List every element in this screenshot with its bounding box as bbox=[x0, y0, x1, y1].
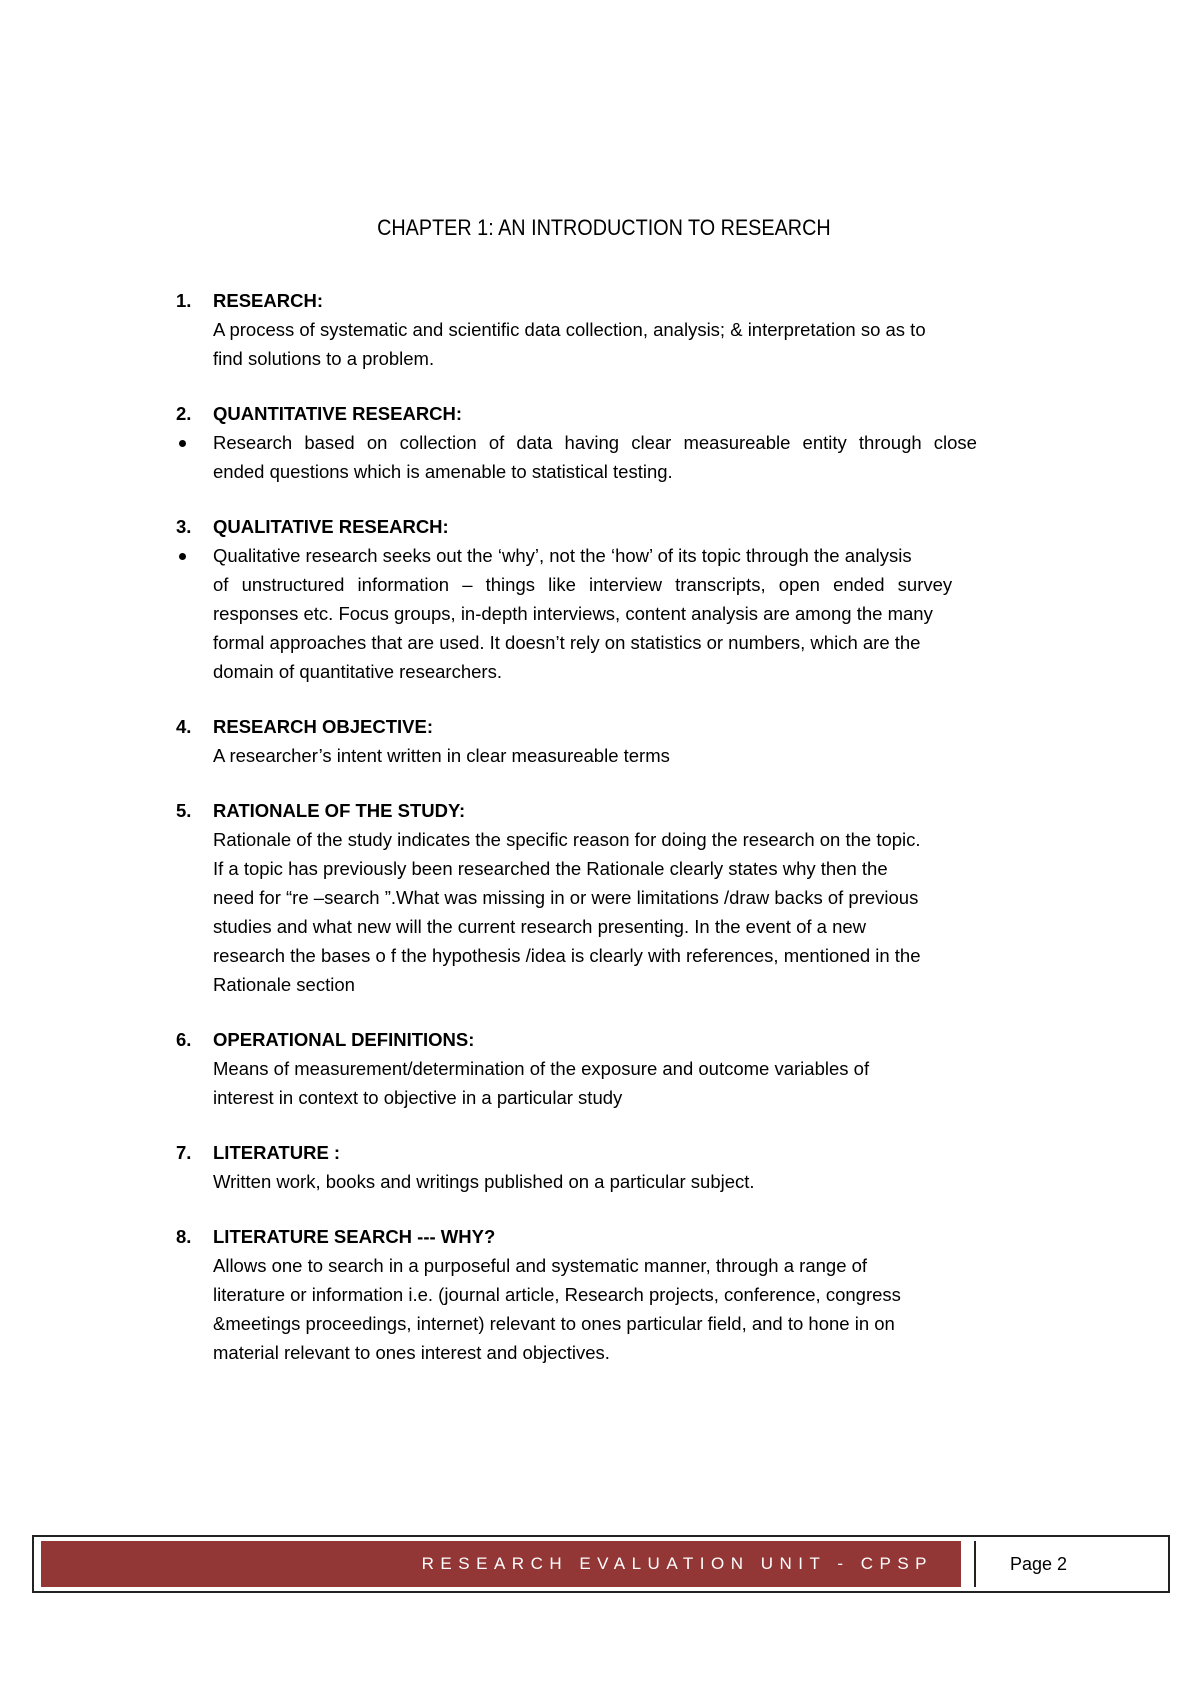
document-body bbox=[176, 286, 1066, 1393]
section-heading: RESEARCH: bbox=[213, 290, 323, 311]
section-heading: OPERATIONAL DEFINITIONS: bbox=[213, 1029, 475, 1050]
section-qualitative-research bbox=[176, 512, 1066, 686]
section-research bbox=[176, 286, 1066, 373]
bullet-icon bbox=[179, 440, 186, 447]
section-heading: LITERATURE SEARCH --- WHY? bbox=[213, 1226, 496, 1247]
footer-bar bbox=[41, 1541, 961, 1587]
section-heading: QUALITATIVE RESEARCH: bbox=[213, 516, 449, 537]
section-literature bbox=[176, 1138, 1066, 1196]
body-line: of unstructured information – things like interview transcripts, open ended survey bbox=[213, 574, 953, 595]
bullet-item bbox=[176, 541, 1066, 686]
section-number: 4. bbox=[176, 716, 192, 737]
page-number: Page 2 bbox=[1010, 1554, 1068, 1574]
bullet-item bbox=[176, 428, 1066, 486]
section-research-objective bbox=[176, 712, 1066, 770]
section-body bbox=[213, 541, 1066, 686]
body-line: find solutions to a problem. bbox=[213, 348, 435, 369]
body-line: If a topic has previously been researched the Rationale clearly states why then the bbox=[213, 858, 888, 879]
body-line: Research based on collection of data having clear measureable entity through close bbox=[213, 432, 977, 453]
page-footer bbox=[32, 1535, 1170, 1593]
body-line: formal approaches that are used. It doesn’t rely on statistics or numbers, which are the bbox=[213, 632, 921, 653]
body-line: literature or information i.e. (journal article, Research projects, conference, congress bbox=[213, 1284, 901, 1305]
section-body bbox=[213, 428, 1066, 486]
body-line: Rationale section bbox=[213, 974, 355, 995]
body-line: interest in context to objective in a particular study bbox=[213, 1087, 623, 1108]
footer-divider bbox=[974, 1541, 976, 1587]
body-line: Written work, books and writings published on a particular subject. bbox=[213, 1171, 755, 1192]
body-line: research the bases o f the hypothesis /idea is clearly with references, mentioned in the bbox=[213, 945, 921, 966]
section-number: 1. bbox=[176, 290, 192, 311]
section-heading: QUANTITATIVE RESEARCH: bbox=[213, 403, 463, 424]
section-heading: LITERATURE : bbox=[213, 1142, 341, 1163]
body-line: &meetings proceedings, internet) relevant to ones particular field, and to hone in on bbox=[213, 1313, 895, 1334]
footer-unit-label: RESEARCH EVALUATION UNIT - CPSP bbox=[421, 1554, 933, 1573]
body-line: Rationale of the study indicates the specific reason for doing the research on the topic. bbox=[213, 829, 921, 850]
section-rationale bbox=[176, 796, 1066, 999]
body-line: ended questions which is amenable to statistical testing. bbox=[213, 461, 673, 482]
section-number: 7. bbox=[176, 1142, 192, 1163]
body-line: Allows one to search in a purposeful and systematic manner, through a range of bbox=[213, 1255, 868, 1276]
body-line: material relevant to ones interest and objectives. bbox=[213, 1342, 610, 1363]
page-title: CHAPTER 1: AN INTRODUCTION TO RESEARCH bbox=[377, 215, 831, 240]
body-line: responses etc. Focus groups, in-depth interviews, content analysis are among the many bbox=[213, 603, 933, 624]
section-operational-definitions bbox=[176, 1025, 1066, 1112]
section-body bbox=[213, 1054, 1066, 1112]
body-line: studies and what new will the current research presenting. In the event of a new bbox=[213, 916, 867, 937]
body-line: A process of systematic and scientific data collection, analysis; & interpretation so as to bbox=[213, 319, 926, 340]
section-body bbox=[213, 825, 1066, 999]
section-number: 8. bbox=[176, 1226, 192, 1247]
section-literature-search bbox=[176, 1222, 1066, 1367]
section-quantitative-research bbox=[176, 399, 1066, 486]
section-number: 6. bbox=[176, 1029, 192, 1050]
section-heading: RESEARCH OBJECTIVE: bbox=[213, 716, 433, 737]
section-number: 3. bbox=[176, 516, 192, 537]
section-body bbox=[213, 315, 1066, 373]
section-body bbox=[213, 1167, 1066, 1196]
section-heading: RATIONALE OF THE STUDY: bbox=[213, 800, 466, 821]
bullet-icon bbox=[179, 553, 186, 560]
body-line: Qualitative research seeks out the ‘why’, not the ‘how’ of its topic through the analysis bbox=[213, 545, 912, 566]
section-body bbox=[213, 1251, 1066, 1367]
body-line: need for “re –search ”.What was missing in or were limitations /draw backs of previous bbox=[213, 887, 919, 908]
section-number: 5. bbox=[176, 800, 192, 821]
body-line: A researcher’s intent written in clear measureable terms bbox=[213, 745, 670, 766]
section-body bbox=[213, 741, 1066, 770]
body-line: domain of quantitative researchers. bbox=[213, 661, 502, 682]
body-line: Means of measurement/determination of the exposure and outcome variables of bbox=[213, 1058, 870, 1079]
section-number: 2. bbox=[176, 403, 192, 424]
